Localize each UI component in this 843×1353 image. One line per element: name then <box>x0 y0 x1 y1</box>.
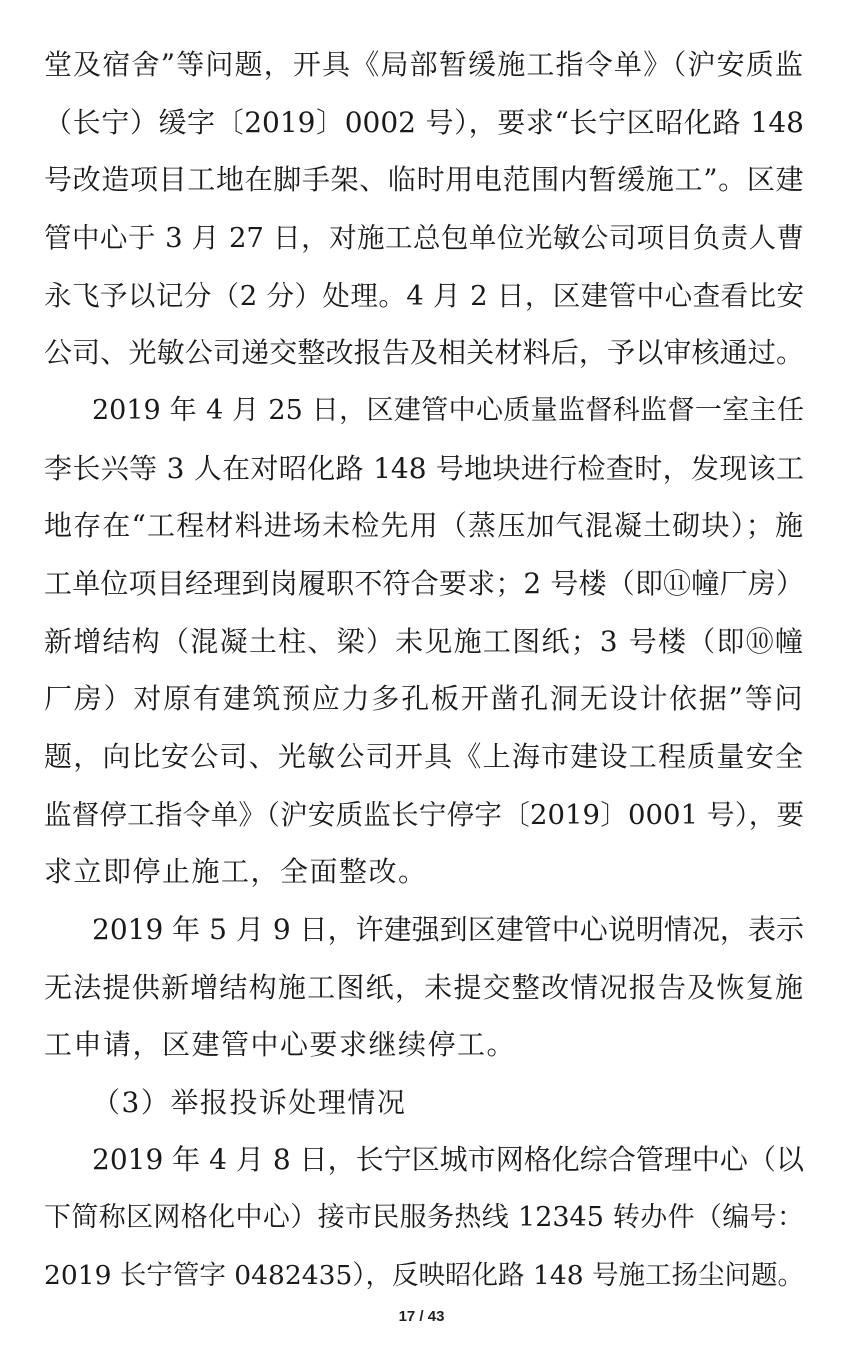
paragraph-first-line: 2019 年 4 月 25 日，区建管中心质量监督科监督一室主任 <box>92 395 804 426</box>
text-line: 号改造项目工地在脚手架、临时用电范围内暂缓施工”。区建 <box>44 163 804 196</box>
paragraph-first-line: 2019 年 4 月 8 日，长宁区城市网格化综合管理中心（以 <box>92 1143 804 1176</box>
text-line: 堂及宿舍”等问题，开具《局部暂缓施工指令单》（沪安质监 <box>44 48 804 81</box>
text-line: 永飞予以记分（2 分）处理。4 月 2 日，区建管中心查看比安 <box>44 280 804 312</box>
paragraph-last-line: 工申请，区建管中心要求继续停工。 <box>44 1028 517 1061</box>
text-line: 厂房）对原有建筑预应力多孔板开凿孔洞无设计依据”等问 <box>44 682 804 715</box>
text-line: 管中心于 3 月 27 日，对施工总包单位光敏公司项目负责人曹 <box>44 222 804 254</box>
text-line: 2019 长宁管字 0482435），反映昭化路 148 号施工扬尘问题。 <box>44 1260 804 1291</box>
text-line: 无法提供新增结构施工图纸，未提交整改情况报告及恢复施 <box>44 971 804 1004</box>
text-line: 新增结构（混凝土柱、梁）未见施工图纸；3 号楼（即⑩幢 <box>44 625 804 658</box>
text-line: （长宁）缓字〔2019〕0002 号），要求“长宁区昭化路 148 <box>44 106 804 139</box>
paragraph-last-line: 求立即停止施工，全面整改。 <box>44 855 428 888</box>
text-line: 公司、光敏公司递交整改报告及相关材料后，予以审核通过。 <box>44 336 804 369</box>
text-line: 题，向比安公司、光敏公司开具《上海市建设工程质量安全 <box>44 740 804 773</box>
text-line: 监督停工指令单》（沪安质监长宁停字〔2019〕0001 号），要 <box>44 799 804 831</box>
paragraph-first-line: 2019 年 5 月 9 日，许建强到区建管中心说明情况，表示 <box>92 913 804 946</box>
text-line: 李长兴等 3 人在对昭化路 148 号地块进行检查时，发现该工 <box>44 452 804 485</box>
page-number: 17 / 43 <box>398 1308 445 1325</box>
text-line: 下简称区网格化中心）接市民服务热线 12345 转办件（编号： <box>44 1202 804 1233</box>
section-heading: （3）举报投诉处理情况 <box>92 1086 407 1119</box>
text-line: 工单位项目经理到岗履职不符合要求；2 号楼（即⑪幢厂房） <box>44 567 804 600</box>
text-line: 地存在“工程材料进场未检先用（蒸压加气混凝土砌块）；施 <box>44 509 804 542</box>
